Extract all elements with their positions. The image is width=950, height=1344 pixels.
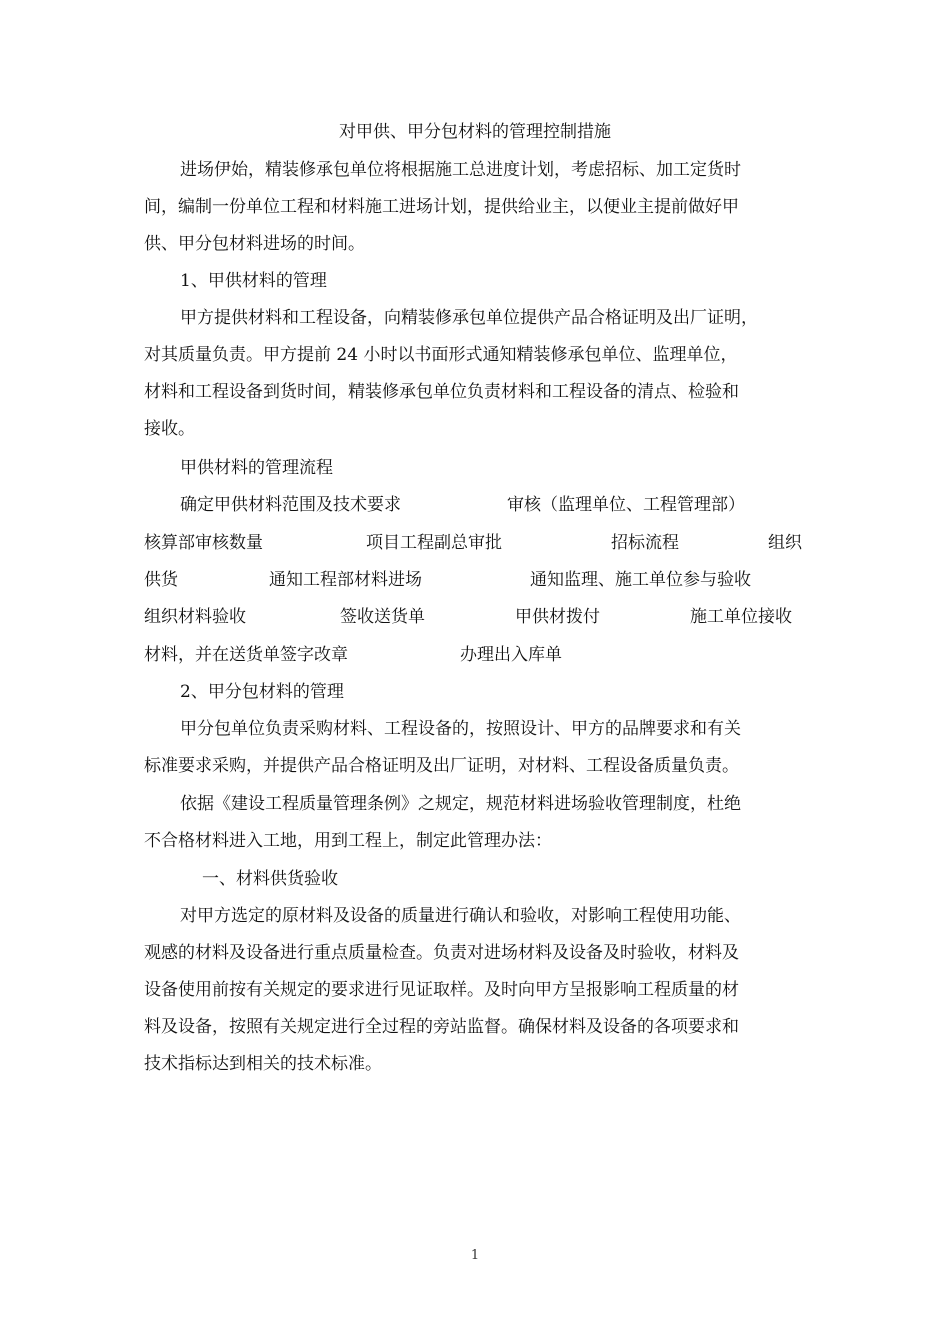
section3-line-4: 料及设备，按照有关规定进行全过程的旁站监督。确保材料及设备的各项要求和 [144, 1017, 739, 1037]
flow-step: 核算部审核数量 [144, 533, 263, 553]
page-number: 1 [470, 1248, 480, 1263]
flow-step: 材料，并在送货单签字改章 [144, 645, 348, 665]
section3-line-1: 对甲方选定的原材料及设备的质量进行确认和验收，对影响工程使用功能、 [180, 906, 741, 926]
flow-step: 审核（监理单位、工程管理部） [507, 495, 745, 515]
section3-line-3: 设备使用前按有关规定的要求进行见证取样。及时向甲方呈报影响工程质量的材 [144, 980, 739, 1000]
document-title: 对甲供、甲分包材料的管理控制措施 [339, 122, 611, 142]
section1-heading: 1、甲供材料的管理 [180, 271, 327, 291]
flow-heading: 甲供材料的管理流程 [180, 458, 333, 478]
flow-step: 招标流程 [611, 533, 679, 553]
flow-step: 项目工程副总审批 [366, 533, 502, 553]
flow-step: 通知工程部材料进场 [269, 570, 422, 590]
basis-line-2: 不合格材料进入工地，用到工程上，制定此管理办法： [144, 831, 552, 851]
flow-step: 确定甲供材料范围及技术要求 [180, 495, 401, 515]
flow-row-3 [144, 569, 809, 591]
section3-heading: 一、材料供货验收 [202, 869, 338, 889]
intro-line-1: 进场伊始，精装修承包单位将根据施工总进度计划，考虑招标、加工定货时 [180, 160, 741, 180]
section1-line-3: 材料和工程设备到货时间，精装修承包单位负责材料和工程设备的清点、检验和 [144, 382, 739, 402]
flow-row-2 [144, 532, 809, 554]
flow-step: 供货 [144, 570, 178, 590]
intro-line-2: 间，编制一份单位工程和材料施工进场计划，提供给业主，以便业主提前做好甲 [144, 197, 739, 217]
flow-step: 通知监理、施工单位参与验收 [530, 570, 751, 590]
flow-row-4 [144, 606, 809, 628]
intro-line-3: 供、甲分包材料进场的时间。 [144, 234, 365, 254]
flow-step: 甲供材拨付 [515, 607, 600, 627]
section3-line-5: 技术指标达到相关的技术标准。 [144, 1054, 382, 1074]
flow-step: 组织 [768, 533, 802, 553]
section3-line-2: 观感的材料及设备进行重点质量检查。负责对进场材料及设备及时验收，材料及 [144, 943, 739, 963]
flow-step: 办理出入库单 [460, 645, 562, 665]
flow-step: 施工单位接收 [690, 607, 792, 627]
section2-line-1: 甲分包单位负责采购材料、工程设备的，按照设计、甲方的品牌要求和有关 [180, 719, 741, 739]
section2-line-2: 标准要求采购，并提供产品合格证明及出厂证明，对材料、工程设备质量负责。 [144, 756, 739, 776]
flow-step: 签收送货单 [340, 607, 425, 627]
basis-line-1: 依据《建设工程质量管理条例》之规定，规范材料进场验收管理制度，杜绝 [180, 794, 741, 814]
section1-line-4: 接收。 [144, 419, 195, 439]
flow-row-1 [144, 494, 809, 516]
flow-step: 组织材料验收 [144, 607, 246, 627]
section1-line-2: 对其质量负责。甲方提前 24 小时以书面形式通知精装修承包单位、监理单位， [144, 345, 738, 365]
section2-heading: 2、甲分包材料的管理 [180, 682, 344, 702]
flow-row-5 [144, 644, 809, 666]
section1-line-1: 甲方提供材料和工程设备，向精装修承包单位提供产品合格证明及出厂证明， [180, 308, 758, 328]
